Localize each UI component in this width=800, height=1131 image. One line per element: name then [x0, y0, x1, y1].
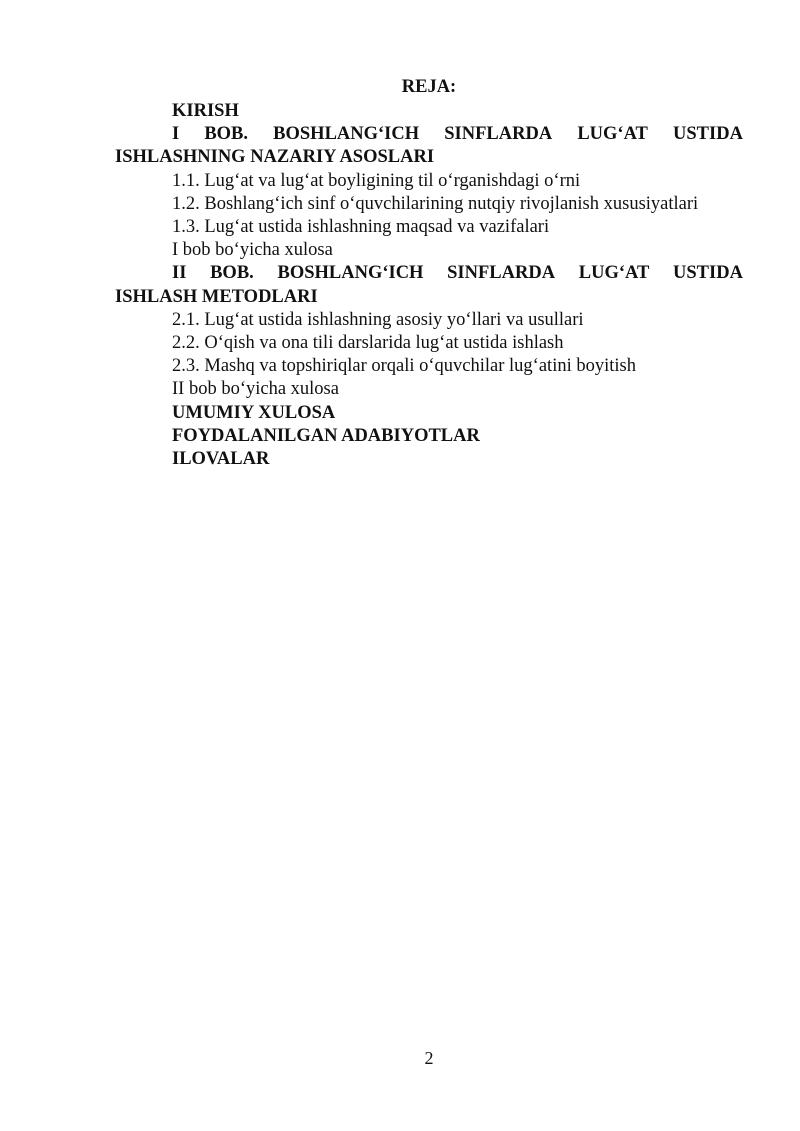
toc-chapter-2-heading-line2: ISHLASH METODLARI — [115, 286, 318, 307]
toc-item-1-1: 1.1. Lug‘at va lug‘at boyligining til o‘rganishdagi o‘rni — [172, 170, 581, 191]
heading-word: BOSHLANG‘ICH — [273, 124, 420, 145]
toc-references: FOYDALANILGAN ADABIYOTLAR — [172, 425, 480, 446]
heading-word: BOB. — [204, 124, 249, 145]
toc-chapter-2-conclusion: II bob bo‘yicha xulosa — [172, 379, 339, 400]
heading-word: USTIDA — [673, 124, 743, 145]
toc-item-1-3: 1.3. Lug‘at ustida ishlashning maqsad va vazifalari — [172, 217, 550, 238]
heading-word: BOSHLANG‘ICH — [277, 263, 424, 284]
toc-item-2-1: 2.1. Lug‘at ustida ishlashning asosiy yo‘llari va usullari — [172, 309, 584, 330]
toc-chapter-1-conclusion: I bob bo‘yicha xulosa — [172, 240, 333, 261]
heading-word: LUG‘AT — [578, 263, 650, 284]
toc-appendices: ILOVALAR — [172, 449, 270, 470]
page-number: 2 — [424, 1048, 434, 1068]
toc-chapter-1-heading — [115, 123, 743, 146]
heading-word: USTIDA — [673, 263, 743, 284]
heading-word: II — [172, 263, 187, 284]
toc-chapter-2-heading-line1 — [115, 262, 743, 285]
table-of-contents — [115, 100, 743, 471]
toc-intro: KIRISH — [172, 101, 239, 121]
toc-chapter-1-heading-line2: ISHLASHNING NAZARIY ASOSLARI — [115, 147, 435, 168]
page-title: REJA: — [401, 77, 457, 97]
heading-word: SINFLARDA — [447, 263, 556, 284]
heading-word: SINFLARDA — [444, 124, 553, 145]
toc-item-2-2: 2.2. O‘qish va ona tili darslarida lug‘at ustida ishlash — [172, 333, 564, 354]
toc-chapter-2-heading — [115, 262, 743, 285]
toc-item-1-2: 1.2. Boshlang‘ich sinf o‘quvchilarining nutqiy rivojlanish xususiyatlari — [172, 193, 699, 214]
toc-chapter-1-heading-line1 — [115, 123, 743, 146]
heading-word: BOB. — [210, 263, 254, 284]
toc-item-2-3: 2.3. Mashq va topshiriqlar orqali o‘quvchilar lug‘atini boyitish — [172, 356, 636, 377]
heading-word: I — [172, 124, 180, 145]
heading-word: LUG‘AT — [577, 124, 648, 145]
toc-general-conclusion: UMUMIY XULOSA — [172, 402, 336, 423]
